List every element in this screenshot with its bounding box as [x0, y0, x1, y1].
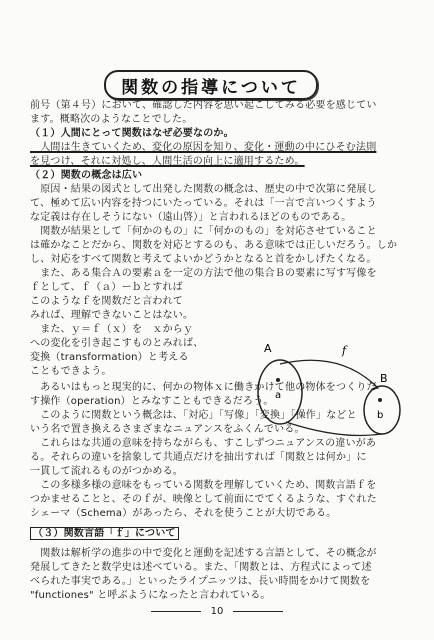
text-line: て、極めて広い内容を持つにいたっている。それは「一言で言いつくすよう — [30, 198, 377, 209]
text-line: し、対応をすべて関数と考えてよいかどうかとなると首をかしげたくなる。 — [30, 254, 377, 265]
text-line: 関数が結果として「何かのもの」に「何かのもの」を対応させていること — [30, 226, 377, 237]
text-line: ます。概略次のようなことでした。 — [30, 114, 193, 125]
text-line: この多様多様の意味をもっている関数を理解していくため、関数言語ｆを — [30, 480, 377, 491]
element-b-label: b — [377, 410, 384, 421]
text-line: な定義は存在しそうにない（遠山啓）」と言われるほどのものである。 — [30, 212, 352, 223]
text-line: これらはな共通の意味を持ちながらも、すこしずつニュアンスの違いがあ — [30, 438, 377, 449]
map-label: f — [342, 344, 347, 357]
section-heading-2: （２）関数の概念は広い — [30, 170, 143, 181]
text-line: このようなｆを関数だと言われて — [30, 296, 183, 307]
text-line: は確かなことだから、関数を対応とするのも、ある意味では正しいだろう。しか — [30, 240, 398, 251]
text-line: す操作（operation）とみなすこともできるだろう。 — [30, 396, 274, 407]
text-line: る。それらの違いを捨象して共通点だけを抽出すれば「関数とは何か」に — [30, 452, 367, 463]
text-line: シェーマ（Schema）があったら、それを使うことが大切である。 — [30, 508, 337, 519]
page-number: 10 — [210, 606, 224, 617]
text-line: また、ある集合Ａの要素ａを一定の方法で他の集合Ｂの要素に写す写像を — [30, 268, 377, 279]
text-line: 前号（第４号）において、確認した内容を思い起こしてみる必要を感じてい — [30, 100, 377, 111]
text-line: "functiones" と呼ぶようになったと言われている。 — [30, 590, 271, 601]
text-line: あるいはもっと現実的に、何かの物体ｘに働きかけて他の物体をつくりだ — [30, 382, 377, 393]
text-line: こともできよう。 — [30, 366, 112, 377]
text-line: 変換（transformation）と考える — [30, 352, 189, 363]
text-line: みれば、理解できないことはない。 — [30, 310, 194, 321]
text-line: また、ｙ＝ｆ（ｘ）を ｘからｙ — [30, 324, 194, 335]
text-line: ｆとして、ｆ（ａ）ーｂとすれば — [30, 282, 183, 293]
text-line: 原因・結果の図式として出発した関数の概念は、歴史の中で次第に発展し — [30, 184, 377, 195]
text-line: への変化を引き起こすものとみれば、 — [30, 338, 204, 349]
section-heading-3: （３）関数言語「ｆ」について — [30, 527, 410, 541]
text-line: を見つけ、それに対処し、人間生活の向上に適用するため。 — [30, 156, 305, 167]
set-a-label: A — [264, 342, 272, 355]
footer-rule-left — [151, 611, 201, 612]
text-line: 人間は生きていくため、変化の原因を知り、変化・運動の中にひそむ法則 — [30, 142, 377, 153]
page-footer — [0, 606, 434, 617]
text-line: 関数は解析学の進歩の中で変化と運動を記述する言語として、その概念が — [30, 548, 377, 559]
element-a-label: a — [275, 390, 282, 401]
page-title: 関数の指導について — [104, 70, 318, 100]
section-heading-1: （１）人間にとって関数はなぜ必要なのか。 — [30, 128, 234, 139]
text-line: べられた事実である。」といったライプニッツは、長い時間をかけて関数を — [30, 576, 371, 587]
set-b-label: B — [380, 372, 388, 385]
text-line: このように関数という概念は、「対応」「写像」「変換」「操作」などと — [30, 410, 357, 421]
footer-rule-right — [233, 611, 283, 612]
text-line: 発展してきたと数学史は述べている。また、「関数とは、方程式によって述 — [30, 562, 372, 573]
text-line: いう名で置き換えるさまざまなニュアンスをふくんでいる。 — [30, 424, 305, 435]
text-line: つかませることと、そのｆが、映像として前面にでてくるような、すぐれた — [30, 494, 377, 505]
text-line: 一貫して流れるものがつかめる。 — [30, 466, 183, 477]
